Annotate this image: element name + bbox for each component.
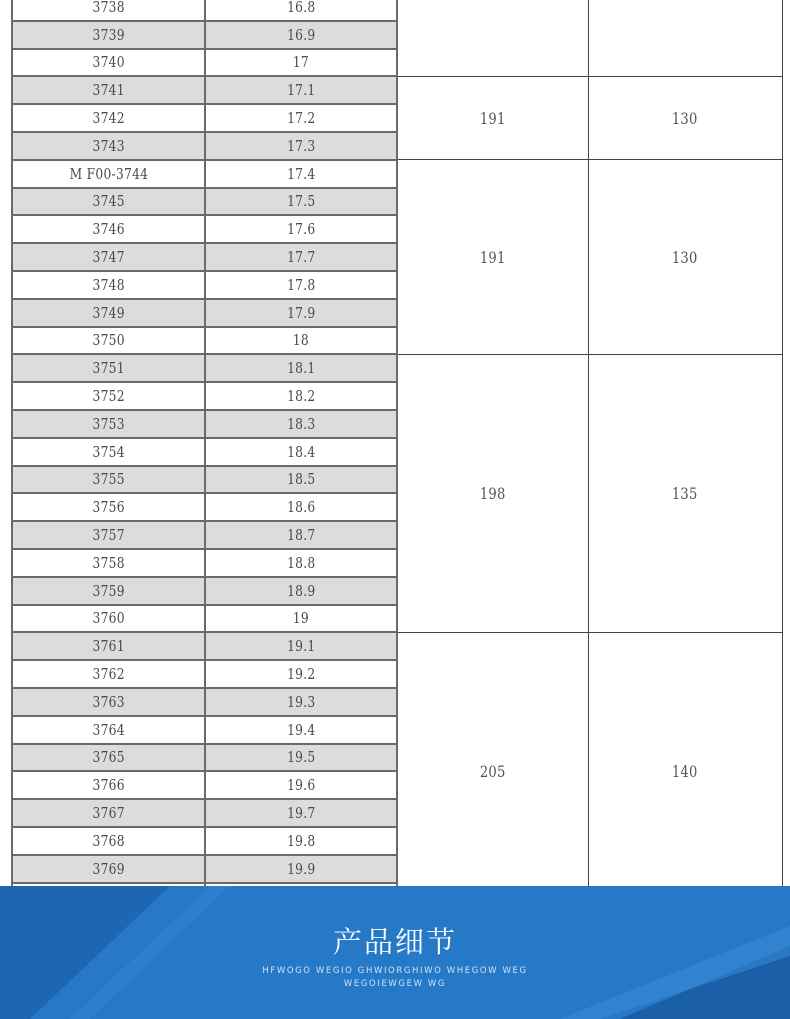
model-code: 3754 (92, 442, 125, 461)
size-value: 19.8 (286, 831, 316, 850)
size-value: 18.6 (286, 498, 316, 517)
size-value-cell (205, 382, 397, 410)
model-code: 3766 (92, 776, 125, 795)
model-code: 3742 (92, 109, 125, 128)
model-code-cell (12, 577, 205, 605)
size-value: 18.4 (286, 442, 316, 461)
model-code: 3760 (92, 609, 125, 628)
model-code-cell (12, 716, 205, 744)
size-value: 17 (292, 53, 310, 72)
size-value-cell (205, 188, 397, 216)
model-code: 3748 (92, 275, 125, 294)
model-code: 3739 (92, 25, 125, 44)
model-code-cell (12, 354, 205, 382)
model-code: 3764 (92, 720, 125, 739)
model-code: M F00-3744 (69, 164, 148, 183)
model-code-cell (12, 466, 205, 494)
table-row (12, 354, 782, 382)
model-code: 3751 (92, 359, 125, 378)
size-value-cell (205, 549, 397, 577)
model-code: 3761 (92, 637, 125, 656)
group-dimension-b: 140 (672, 761, 698, 781)
model-code-cell (12, 327, 205, 355)
size-value: 18.7 (286, 526, 316, 545)
model-code: 3767 (92, 804, 125, 822)
size-value-cell (205, 688, 397, 716)
size-value-cell (205, 438, 397, 466)
group-dimension-a-cell (397, 160, 588, 355)
size-value-cell (205, 716, 397, 744)
size-value-cell (205, 605, 397, 633)
group-dimension-b-cell (588, 160, 782, 355)
size-value-cell (205, 410, 397, 438)
model-code: 3752 (92, 387, 125, 406)
model-code: 3763 (92, 692, 125, 711)
model-code: 3747 (92, 248, 125, 267)
size-value-cell (205, 49, 397, 77)
table-row (12, 632, 782, 660)
model-code-cell (12, 799, 205, 827)
model-code: 3749 (92, 303, 125, 322)
size-value-cell (205, 132, 397, 160)
size-value: 19.6 (286, 776, 316, 795)
model-code: 3756 (92, 498, 125, 517)
model-code: 3750 (92, 331, 125, 350)
model-code-cell (12, 271, 205, 299)
group-dimension-a: 198 (479, 483, 506, 503)
size-value: 18.2 (286, 387, 316, 406)
size-value: 16.8 (286, 0, 316, 16)
model-code: 3758 (92, 553, 125, 572)
group-dimension-b: 130 (672, 247, 698, 267)
size-value: 16.9 (286, 25, 316, 44)
model-code-cell (12, 632, 205, 660)
size-value-cell (205, 0, 397, 21)
size-value-cell (205, 354, 397, 382)
size-value-cell (205, 76, 397, 104)
size-value-cell (205, 21, 397, 49)
model-code: 3746 (92, 220, 125, 239)
model-code-cell (12, 104, 205, 132)
model-code-cell (12, 855, 205, 883)
group-dimension-b-cell (588, 632, 782, 910)
size-value: 18 (292, 331, 310, 350)
model-code: 3740 (92, 53, 125, 72)
model-code: 3753 (92, 414, 125, 433)
group-dimension-a: 205 (479, 761, 506, 781)
model-code-cell (12, 132, 205, 160)
size-value-cell (205, 577, 397, 605)
size-value: 19.7 (286, 804, 316, 822)
size-value: 17.4 (286, 164, 316, 183)
model-code: 3768 (92, 831, 125, 850)
group-dimension-a: 191 (479, 108, 506, 128)
size-value-cell (205, 744, 397, 772)
model-code-cell (12, 215, 205, 243)
model-code-cell (12, 827, 205, 855)
size-value: 17.3 (286, 136, 316, 155)
size-value-cell (205, 855, 397, 883)
model-code: 3741 (92, 81, 125, 100)
group-dimension-b-cell (588, 76, 782, 159)
model-code-cell (12, 243, 205, 271)
size-value-cell (205, 632, 397, 660)
size-value: 17.5 (286, 192, 316, 211)
size-value-cell (205, 215, 397, 243)
model-code-cell (12, 549, 205, 577)
size-value-cell (205, 327, 397, 355)
size-value-cell (205, 299, 397, 327)
size-value: 19.2 (286, 665, 316, 684)
model-code: 3765 (92, 748, 125, 767)
group-dimension-a-cell (397, 0, 588, 76)
model-code-cell (12, 410, 205, 438)
banner-subtitle-line2: WEGOIEWGEW WG (343, 979, 447, 989)
size-value-cell (205, 243, 397, 271)
table-row (12, 160, 782, 188)
size-value-cell (205, 771, 397, 799)
group-dimension-a-cell (397, 632, 588, 910)
group-dimension-b-cell (588, 354, 782, 632)
group-dimension-b: 135 (672, 483, 698, 503)
model-code: 3762 (92, 665, 125, 684)
model-code-cell (12, 382, 205, 410)
size-value: 19.3 (286, 692, 316, 711)
model-code: 3757 (92, 526, 125, 545)
size-value: 17.7 (286, 248, 316, 267)
size-value: 17.8 (286, 275, 316, 294)
group-dimension-a-cell (397, 354, 588, 632)
model-code: 3745 (92, 192, 125, 211)
spec-table (11, 0, 783, 911)
size-value-cell (205, 466, 397, 494)
model-code-cell (12, 521, 205, 549)
size-value: 18.5 (286, 470, 316, 489)
size-value: 19 (292, 609, 310, 628)
model-code-cell (12, 605, 205, 633)
size-value-cell (205, 160, 397, 188)
size-value: 19.5 (286, 748, 316, 767)
model-code-cell (12, 744, 205, 772)
model-code-cell (12, 493, 205, 521)
size-value-cell (205, 271, 397, 299)
size-value-cell (205, 660, 397, 688)
size-value: 17.1 (286, 81, 316, 100)
model-code-cell (12, 188, 205, 216)
model-code-cell (12, 299, 205, 327)
model-code-cell (12, 21, 205, 49)
spec-table-body (12, 0, 782, 910)
model-code: 3755 (92, 470, 125, 489)
model-code-cell (12, 688, 205, 716)
product-details-banner (0, 886, 790, 1019)
group-dimension-b-cell (588, 0, 782, 76)
size-value: 17.6 (286, 220, 316, 239)
model-code-cell (12, 160, 205, 188)
size-value: 18.8 (286, 553, 316, 572)
size-value: 19.1 (286, 637, 316, 656)
size-value-cell (205, 799, 397, 827)
size-value-cell (205, 827, 397, 855)
size-value-cell (205, 521, 397, 549)
size-value: 17.9 (286, 303, 316, 322)
banner-subtitle-line1: HFWOGO WEGIO GHWIORGHIWO WHEGOW WEG (262, 966, 528, 976)
model-code-cell (12, 0, 205, 21)
group-dimension-b: 130 (672, 108, 698, 128)
model-code: 3738 (92, 0, 125, 16)
banner-title: 产品细节 (332, 925, 457, 959)
size-value: 18.9 (286, 581, 316, 600)
size-value: 19.9 (286, 859, 316, 878)
size-value-cell (205, 104, 397, 132)
model-code-cell (12, 660, 205, 688)
size-value: 17.2 (286, 109, 316, 128)
size-value-cell (205, 493, 397, 521)
size-value: 19.4 (286, 720, 316, 739)
model-code-cell (12, 76, 205, 104)
table-row (12, 0, 782, 21)
model-code: 3759 (92, 581, 125, 600)
spec-table-container (11, 0, 781, 911)
size-value: 18.3 (286, 414, 316, 433)
model-code: 3769 (92, 859, 125, 878)
model-code-cell (12, 771, 205, 799)
model-code-cell (12, 49, 205, 77)
size-value: 18.1 (286, 359, 316, 378)
model-code: 3743 (92, 136, 125, 155)
group-dimension-a: 191 (479, 247, 506, 267)
group-dimension-a-cell (397, 76, 588, 159)
model-code-cell (12, 438, 205, 466)
table-row (12, 76, 782, 104)
